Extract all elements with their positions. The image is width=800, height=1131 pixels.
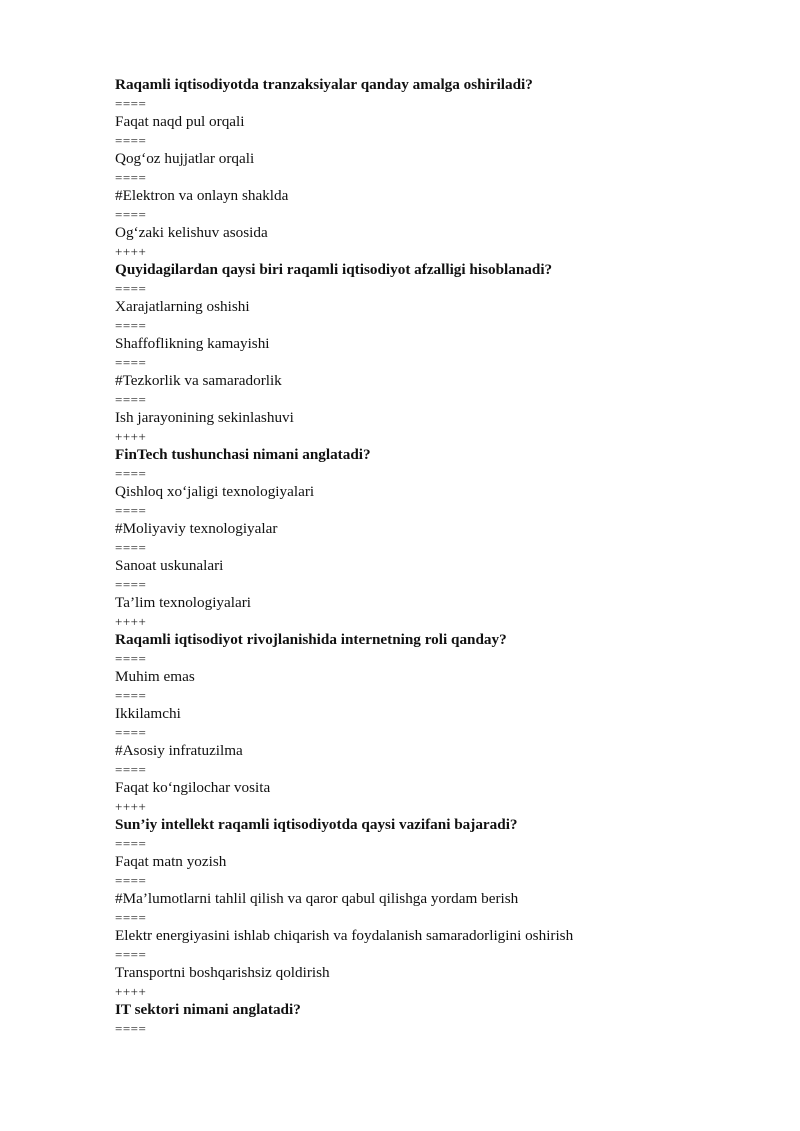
question-text: Raqamli iqtisodiyot rivojlanishida internetning roli qanday? [115, 631, 507, 648]
question-text: Raqamli iqtisodiyotda tranzaksiyalar qanday amalga oshiriladi? [115, 76, 533, 93]
answer-option: Elektr energiyasini ishlab chiqarish va foydalanish samaradorligini oshirish [115, 927, 574, 944]
option-separator: ==== [115, 576, 147, 592]
option-separator: ==== [115, 909, 147, 925]
answer-option: Qishloq xo‘jaligi texnologiyalari [115, 483, 315, 500]
option-separator: ==== [115, 1020, 147, 1036]
option-separator: ==== [115, 724, 147, 740]
answer-option: Og‘zaki kelishuv asosida [115, 224, 268, 241]
option-separator: ==== [115, 687, 147, 703]
question-separator: ++++ [115, 798, 147, 814]
answer-option-correct: #Moliyaviy texnologiyalar [115, 520, 278, 537]
answer-option: Shaffoflikning kamayishi [115, 335, 270, 352]
option-separator: ==== [115, 872, 147, 888]
answer-option: Ish jarayonining sekinlashuvi [115, 409, 294, 426]
question-text: FinTech tushunchasi nimani anglatadi? [115, 446, 371, 463]
option-separator: ==== [115, 95, 147, 111]
document-page [115, 76, 755, 1038]
option-separator: ==== [115, 835, 147, 851]
option-separator: ==== [115, 761, 147, 777]
answer-option: Xarajatlarning oshishi [115, 298, 250, 315]
answer-option: Ta’lim texnologiyalari [115, 594, 252, 611]
question-separator: ++++ [115, 428, 147, 444]
answer-option: Sanoat uskunalari [115, 557, 224, 574]
answer-option-correct: #Ma’lumotlarni tahlil qilish va qaror qabul qilishga yordam berish [115, 890, 519, 907]
option-separator: ==== [115, 354, 147, 370]
option-separator: ==== [115, 391, 147, 407]
question-separator: ++++ [115, 613, 147, 629]
option-separator: ==== [115, 946, 147, 962]
question-text: Sun’iy intellekt raqamli iqtisodiyotda qaysi vazifani bajaradi? [115, 816, 518, 833]
answer-option-correct: #Asosiy infratuzilma [115, 742, 243, 759]
answer-option: Faqat naqd pul orqali [115, 113, 245, 130]
question-text: IT sektori nimani anglatadi? [115, 1001, 301, 1018]
option-separator: ==== [115, 650, 147, 666]
option-separator: ==== [115, 539, 147, 555]
answer-option: Ikkilamchi [115, 705, 181, 722]
question-text: Quyidagilardan qaysi biri raqamli iqtisodiyot afzalligi hisoblanadi? [115, 261, 553, 278]
option-separator: ==== [115, 317, 147, 333]
answer-option: Qog‘oz hujjatlar orqali [115, 150, 255, 167]
option-separator: ==== [115, 502, 147, 518]
option-separator: ==== [115, 206, 147, 222]
option-separator: ==== [115, 465, 147, 481]
option-separator: ==== [115, 132, 147, 148]
answer-option: Muhim emas [115, 668, 195, 685]
option-separator: ==== [115, 169, 147, 185]
answer-option: Transportni boshqarishsiz qoldirish [115, 964, 330, 981]
answer-option-correct: #Elektron va onlayn shaklda [115, 187, 289, 204]
question-separator: ++++ [115, 243, 147, 259]
answer-option: Faqat matn yozish [115, 853, 227, 870]
question-separator: ++++ [115, 983, 147, 999]
answer-option-correct: #Tezkorlik va samaradorlik [115, 372, 282, 389]
answer-option: Faqat ko‘ngilochar vosita [115, 779, 271, 796]
option-separator: ==== [115, 280, 147, 296]
